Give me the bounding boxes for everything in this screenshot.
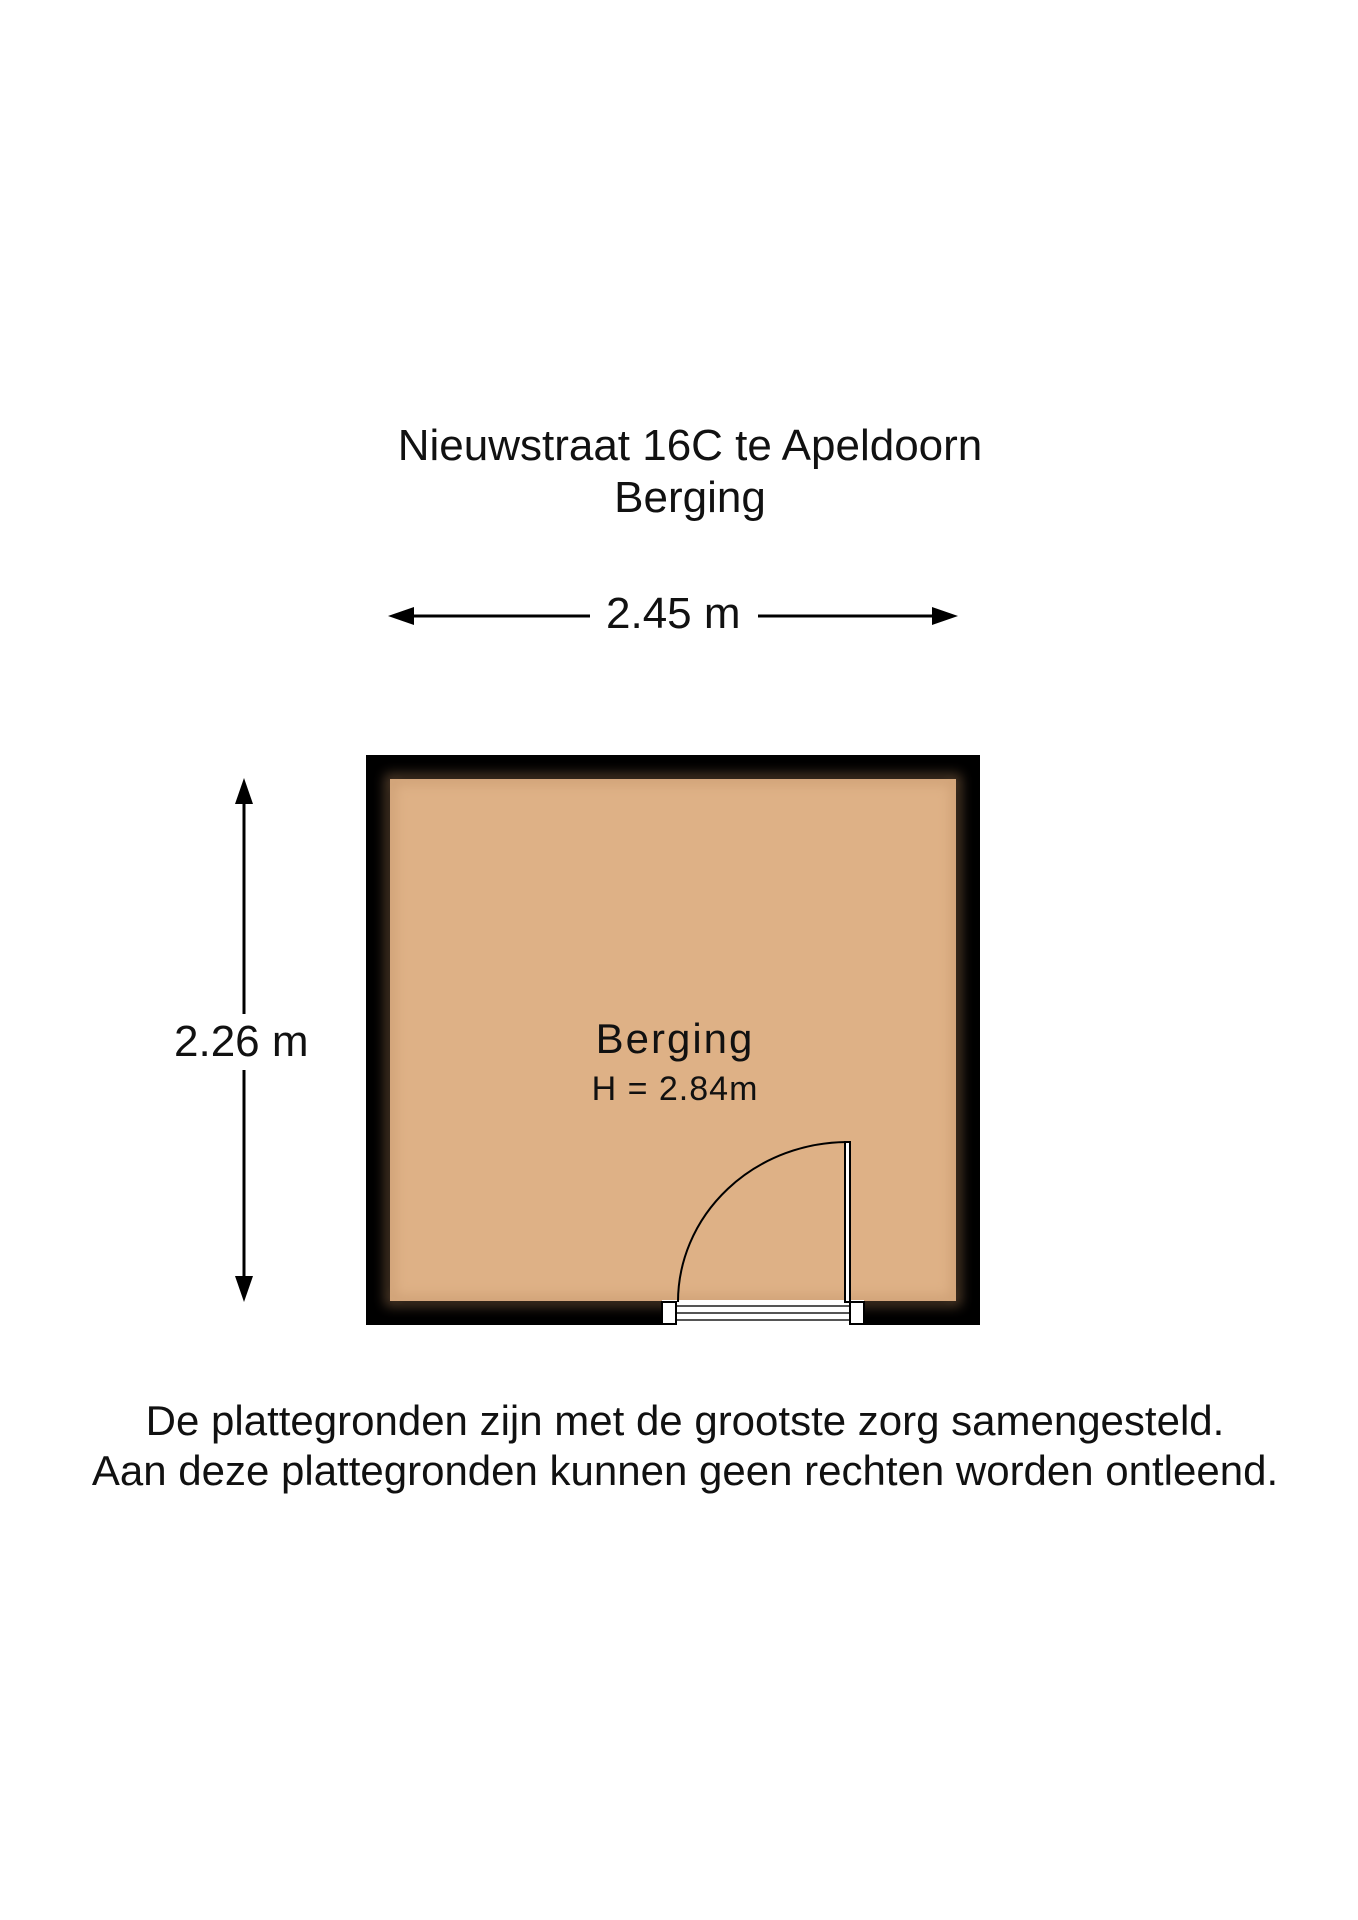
room-name-label: Berging: [595, 1015, 755, 1062]
arrow-down-head: [235, 1276, 253, 1302]
arrow-right-head: [932, 607, 958, 625]
disclaimer-line-2: Aan deze plattegronden kunnen geen rechten worden ontleend.: [91, 1447, 1279, 1494]
room-height-label: H = 2.84m: [591, 1070, 759, 1108]
arrow-left-head: [388, 607, 414, 625]
plan-floor-title: Berging: [614, 473, 766, 522]
height-dimension-label: 2.26 m: [160, 1016, 323, 1068]
door-jamb-right: [850, 1302, 864, 1324]
width-dimension-label: 2.45 m: [592, 588, 755, 640]
disclaimer-line-1: De plattegronden zijn met de grootste zorg samengesteld.: [145, 1397, 1225, 1444]
door-jamb-left: [662, 1302, 676, 1324]
plan-address-title: Nieuwstraat 16C te Apeldoorn: [397, 421, 983, 470]
door-leaf: [845, 1142, 850, 1302]
arrow-up-head: [235, 778, 253, 804]
